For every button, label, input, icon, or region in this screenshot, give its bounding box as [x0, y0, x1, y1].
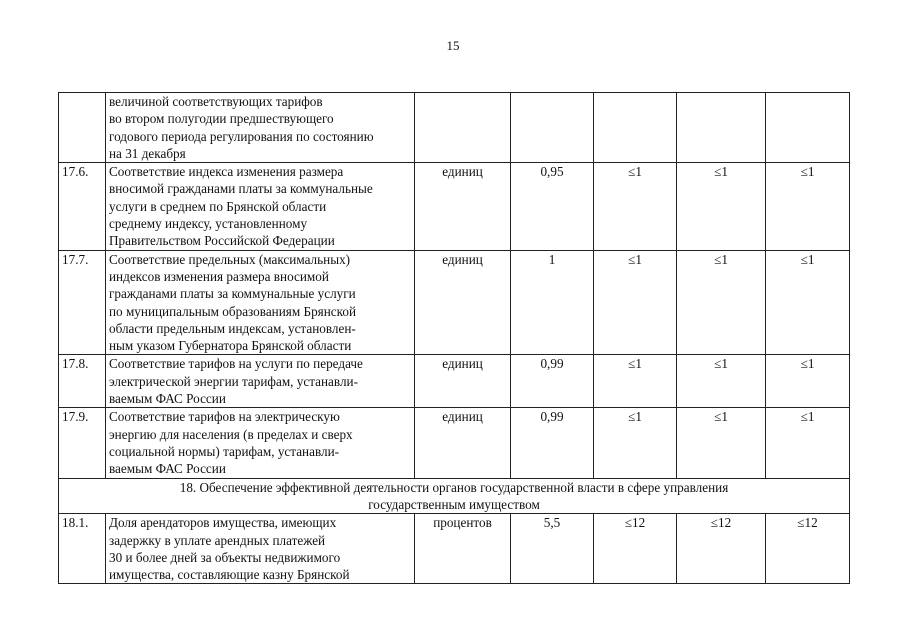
description-line: Соответствие тарифов на услуги по передаче — [109, 356, 363, 372]
unit-cell — [415, 93, 511, 163]
value-cell: 0,99 — [511, 408, 594, 478]
description-line: гражданами платы за коммунальные услуги — [109, 286, 356, 302]
description-line: на 31 декабря — [109, 145, 186, 161]
description-line: Соответствие предельных (максимальных) — [109, 251, 351, 267]
indicator-description — [106, 355, 415, 408]
unit-cell: единиц — [415, 250, 511, 355]
description-line: во втором полугодии предшествующего — [109, 111, 334, 127]
target-cell: ≤1 — [677, 250, 766, 355]
description-line: годового периода регулирования по состоянию — [109, 128, 374, 144]
target-cell: ≤1 — [594, 408, 677, 478]
target-cell: ≤1 — [677, 355, 766, 408]
target-cell — [677, 93, 766, 163]
unit-cell: единиц — [415, 408, 511, 478]
row-number: 17.9. — [59, 408, 106, 478]
section-heading-line: 18. Обеспечение эффективной деятельности органов государственной власти в сфере управления — [179, 479, 729, 495]
target-cell: ≤1 — [677, 408, 766, 478]
value-cell — [511, 93, 594, 163]
value-cell: 0,99 — [511, 355, 594, 408]
indicators-table — [58, 92, 850, 584]
value-cell: 1 — [511, 250, 594, 355]
indicator-description — [106, 408, 415, 478]
target-cell: ≤1 — [677, 163, 766, 250]
value-cell: 0,95 — [511, 163, 594, 250]
target-cell — [594, 93, 677, 163]
unit-cell: единиц — [415, 355, 511, 408]
description-line: области предельным индексам, установлен- — [109, 320, 356, 336]
table-row — [59, 514, 850, 584]
description-line: электрической энергии тарифам, устанавли- — [109, 373, 358, 389]
description-line: ным указом Губернатора Брянской области — [109, 338, 352, 354]
description-line: задержку в уплате арендных платежей — [109, 532, 326, 548]
table-row — [59, 408, 850, 478]
table-row — [59, 355, 850, 408]
description-line: величиной соответствующих тарифов — [109, 94, 323, 109]
indicator-description — [106, 93, 415, 163]
row-number: 18.1. — [59, 514, 106, 584]
description-line: услуги в среднем по Брянской области — [109, 198, 327, 214]
row-number: 17.8. — [59, 355, 106, 408]
description-line: ваемым ФАС России — [109, 461, 226, 477]
section-heading-line: государственным имуществом — [368, 496, 540, 512]
description-line: Правительством Российской Федерации — [109, 233, 335, 249]
row-number: 17.7. — [59, 250, 106, 355]
page-number: 15 — [446, 38, 460, 53]
description-line: ваемым ФАС России — [109, 391, 226, 407]
description-line: Доля арендаторов имущества, имеющих — [109, 515, 337, 531]
description-line: Соответствие тарифов на электрическую — [109, 409, 340, 425]
value-cell: 5,5 — [511, 514, 594, 584]
description-line: вносимой гражданами платы за коммунальные — [109, 181, 373, 197]
description-line: по муниципальным образованиям Брянской — [109, 303, 357, 319]
indicator-description — [106, 250, 415, 355]
target-cell: ≤12 — [677, 514, 766, 584]
section-heading — [59, 478, 850, 514]
target-cell: ≤1 — [766, 408, 850, 478]
description-line: социальной нормы) тарифам, устанавли- — [109, 444, 340, 460]
table-row — [59, 163, 850, 250]
section-header-row — [59, 478, 850, 514]
target-cell: ≤1 — [594, 355, 677, 408]
description-line: имущества, составляющие казну Брянской — [109, 567, 350, 583]
target-cell: ≤12 — [594, 514, 677, 584]
description-line: Соответствие индекса изменения размера — [109, 164, 344, 180]
target-cell: ≤1 — [594, 250, 677, 355]
table-row — [59, 93, 850, 163]
target-cell: ≤1 — [766, 163, 850, 250]
target-cell: ≤1 — [594, 163, 677, 250]
indicator-description — [106, 163, 415, 250]
target-cell: ≤1 — [766, 355, 850, 408]
description-line: 30 и более дней за объекты недвижимого — [109, 549, 341, 565]
description-line: среднему индексу, установленному — [109, 216, 308, 232]
description-line: энергию для населения (в пределах и сверх — [109, 426, 353, 442]
unit-cell: единиц — [415, 163, 511, 250]
target-cell: ≤1 — [766, 250, 850, 355]
row-number — [59, 93, 106, 163]
row-number: 17.6. — [59, 163, 106, 250]
description-line: индексов изменения размера вносимой — [109, 268, 329, 284]
unit-cell: процентов — [415, 514, 511, 584]
indicator-description — [106, 514, 415, 584]
target-cell — [766, 93, 850, 163]
table-row — [59, 250, 850, 355]
target-cell: ≤12 — [766, 514, 850, 584]
